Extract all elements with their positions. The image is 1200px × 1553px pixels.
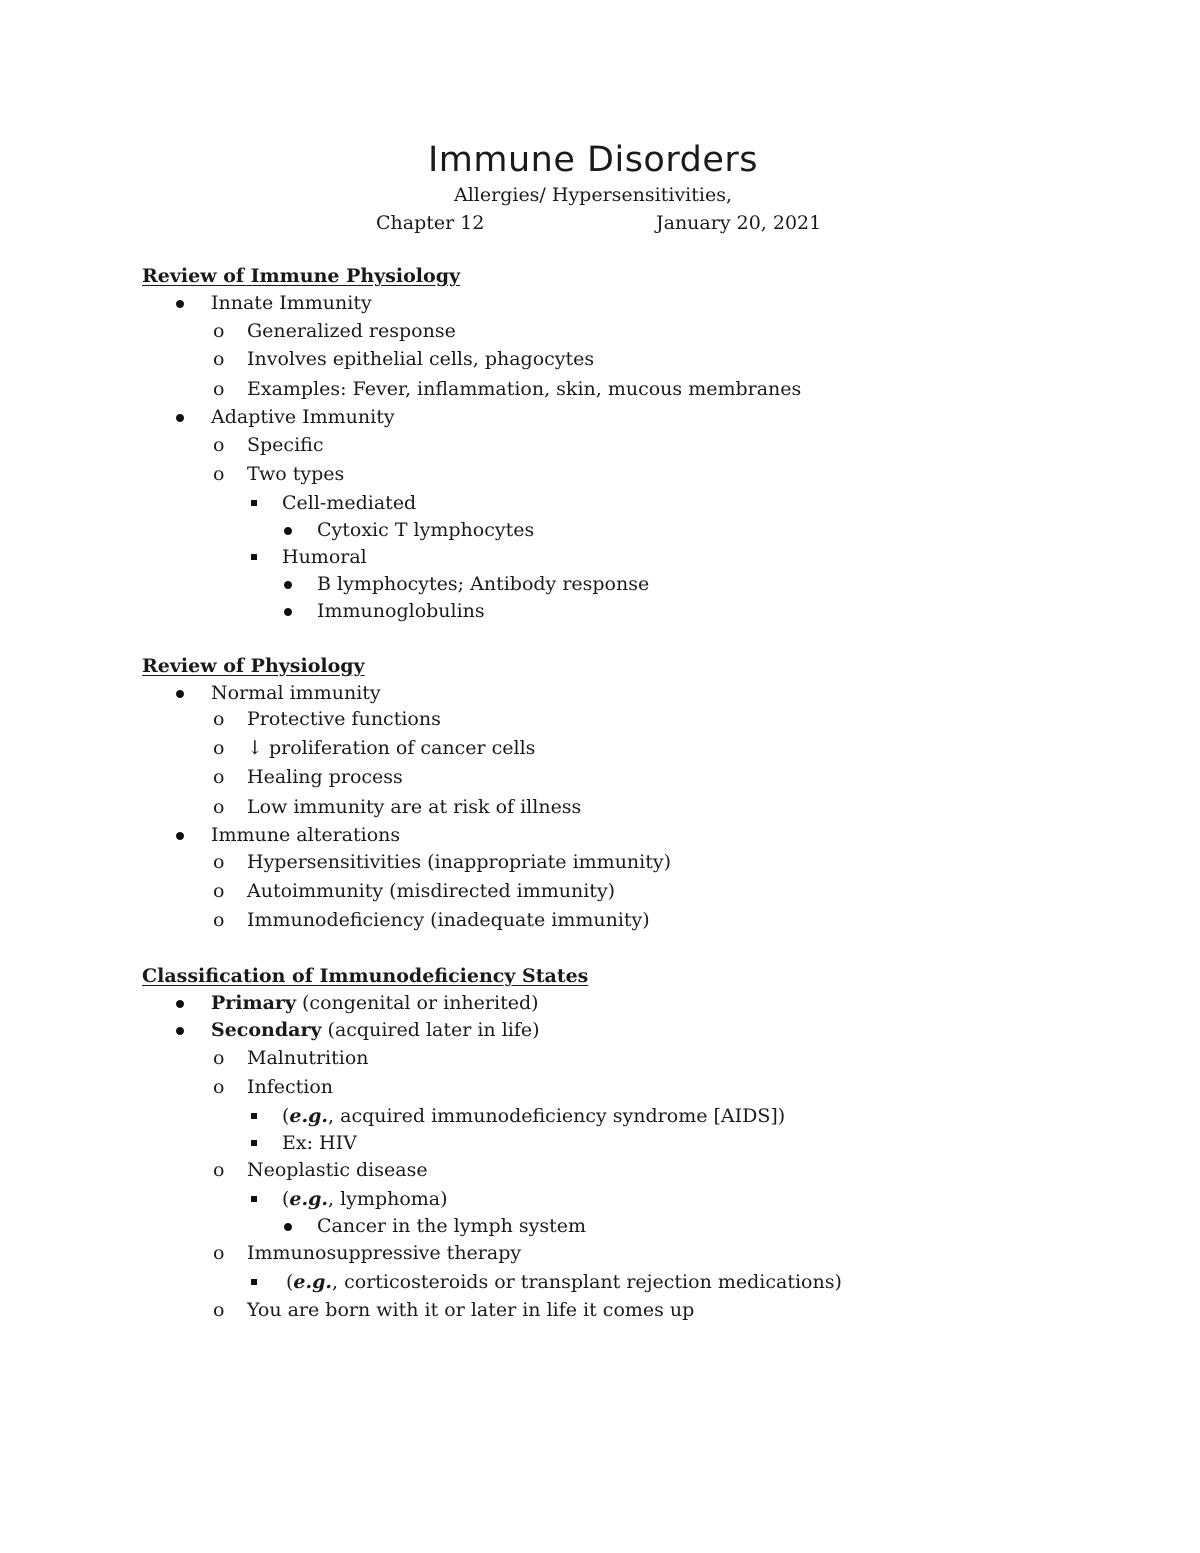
list-item: You are born with it or later in life it comes up: [247, 1299, 695, 1321]
bullet-circle: o: [213, 1159, 225, 1181]
bullet-square: [251, 1196, 257, 1202]
document-title: Immune Disorders: [427, 140, 758, 180]
list-item: Low immunity are at risk of illness: [247, 796, 582, 818]
bold-term: Primary: [211, 992, 296, 1014]
list-item: Innate Immunity: [211, 292, 372, 314]
term-description: (congenital or inherited): [295, 992, 539, 1014]
bullet-circle: o: [213, 766, 225, 788]
bullet-circle: o: [213, 708, 225, 730]
chapter-label: Chapter 12: [376, 212, 485, 234]
date-label: January 20, 2021: [656, 212, 822, 234]
bullet-square: [251, 500, 257, 506]
bullet-circle: o: [213, 434, 225, 456]
bullet-dot: [176, 832, 184, 840]
bullet-dot: [284, 527, 292, 535]
paren: (: [282, 1105, 290, 1127]
list-item: Humoral: [282, 546, 367, 568]
list-item: Cytoxic T lymphocytes: [317, 519, 535, 541]
list-item: Normal immunity: [211, 682, 381, 704]
list-item: [211, 1019, 540, 1041]
bullet-dot: [176, 300, 184, 308]
list-item: [282, 1105, 785, 1127]
bullet-square: [251, 1140, 257, 1146]
list-item: [286, 1271, 842, 1293]
bullet-dot: [284, 581, 292, 589]
list-item: ↓ proliferation of cancer cells: [247, 737, 536, 759]
bullet-dot: [284, 608, 292, 616]
list-item: Specific: [247, 434, 324, 456]
example-text: , acquired immunodeficiency syndrome [AIDS]): [328, 1105, 786, 1127]
list-item: Protective functions: [247, 708, 441, 730]
bullet-circle: o: [213, 909, 225, 931]
bullet-circle: o: [213, 348, 225, 370]
eg-abbrev: e.g.: [289, 1105, 329, 1127]
list-item: Generalized response: [247, 320, 456, 342]
section-heading: Review of Physiology: [142, 655, 365, 677]
example-text: , lymphoma): [328, 1188, 448, 1210]
bullet-square: [251, 554, 257, 560]
list-item: Two types: [247, 463, 345, 485]
bullet-dot: [176, 414, 184, 422]
eg-abbrev: e.g.: [289, 1188, 329, 1210]
eg-abbrev: e.g.: [293, 1271, 333, 1293]
list-item: [282, 1188, 448, 1210]
section-heading: Review of Immune Physiology: [142, 265, 461, 287]
section-heading: Classification of Immunodeficiency States: [142, 965, 589, 987]
list-item: Immunodeficiency (inadequate immunity): [247, 909, 650, 931]
bullet-circle: o: [213, 796, 225, 818]
list-item: Immune alterations: [211, 824, 401, 846]
list-item: [211, 992, 539, 1014]
list-item: Infection: [247, 1076, 334, 1098]
bullet-circle: o: [213, 1047, 225, 1069]
bullet-square: [251, 1113, 257, 1119]
term-description: (acquired later in life): [321, 1019, 540, 1041]
bold-term: Secondary: [211, 1019, 322, 1041]
list-item: Examples: Fever, inflammation, skin, mucous membranes: [247, 378, 802, 400]
list-item: Autoimmunity (misdirected immunity): [247, 880, 616, 902]
list-item: Malnutrition: [247, 1047, 369, 1069]
bullet-dot: [176, 1000, 184, 1008]
bullet-circle: o: [213, 1076, 225, 1098]
list-item: Immunosuppressive therapy: [247, 1242, 522, 1264]
list-item: Neoplastic disease: [247, 1159, 428, 1181]
bullet-circle: o: [213, 463, 225, 485]
bullet-dot: [176, 690, 184, 698]
bullet-circle: o: [213, 378, 225, 400]
list-item: Immunoglobulins: [317, 600, 485, 622]
list-item: Involves epithelial cells, phagocytes: [247, 348, 595, 370]
list-item: Adaptive Immunity: [211, 406, 395, 428]
paren: (: [286, 1271, 294, 1293]
list-item: Cell-mediated: [282, 492, 417, 514]
bullet-circle: o: [213, 320, 225, 342]
bullet-circle: o: [213, 851, 225, 873]
bullet-square: [251, 1279, 257, 1285]
bullet-circle: o: [213, 737, 225, 759]
list-item: Healing process: [247, 766, 403, 788]
list-item: Cancer in the lymph system: [317, 1215, 587, 1237]
list-item: B lymphocytes; Antibody response: [317, 573, 650, 595]
example-text: , corticosteroids or transplant rejection medications): [332, 1271, 842, 1293]
bullet-circle: o: [213, 1299, 225, 1321]
bullet-circle: o: [213, 1242, 225, 1264]
document-subtitle: Allergies/ Hypersensitivities,: [454, 184, 732, 206]
paren: (: [282, 1188, 290, 1210]
bullet-dot: [176, 1027, 184, 1035]
bullet-dot: [284, 1223, 292, 1231]
bullet-circle: o: [213, 880, 225, 902]
list-item: Hypersensitivities (inappropriate immunity): [247, 851, 672, 873]
list-item: Ex: HIV: [282, 1132, 357, 1154]
